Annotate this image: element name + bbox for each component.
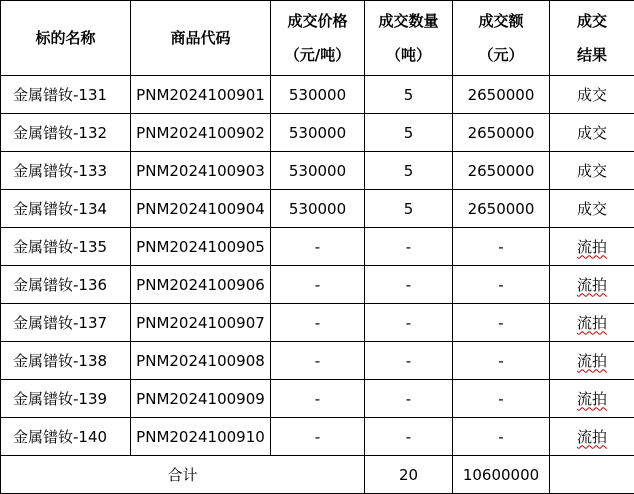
total-qty: 20 <box>365 456 453 494</box>
header-row <box>1 1 634 76</box>
table-row <box>1 76 634 114</box>
total-label: 合计 <box>1 456 365 494</box>
cell-result <box>550 342 634 380</box>
header-qty-line2: （吨） <box>365 38 452 72</box>
header-amount-line1: 成交额 <box>453 4 549 38</box>
result-text: 流拍 <box>577 390 607 408</box>
table-row <box>1 266 634 304</box>
cell-result <box>550 266 634 304</box>
header-price-line2: （元/吨） <box>271 38 364 72</box>
cell-qty: - <box>365 228 453 266</box>
cell-name: 金属镨钕-136 <box>1 266 131 304</box>
cell-amount: 2650000 <box>453 190 550 228</box>
cell-price: 530000 <box>271 76 365 114</box>
cell-price: - <box>271 228 365 266</box>
table-row <box>1 152 634 190</box>
cell-result <box>550 380 634 418</box>
cell-qty: 5 <box>365 114 453 152</box>
cell-price: 530000 <box>271 190 365 228</box>
header-qty <box>365 1 453 76</box>
cell-amount: - <box>453 266 550 304</box>
cell-result <box>550 304 634 342</box>
cell-name: 金属镨钕-140 <box>1 418 131 456</box>
header-name: 标的名称 <box>1 1 131 76</box>
cell-price: - <box>271 418 365 456</box>
total-amount: 10600000 <box>453 456 550 494</box>
result-text: 流拍 <box>577 314 607 332</box>
cell-code: PNM2024100903 <box>131 152 271 190</box>
cell-code: PNM2024100905 <box>131 228 271 266</box>
cell-qty: - <box>365 304 453 342</box>
cell-amount: 2650000 <box>453 76 550 114</box>
cell-result: 成交 <box>550 190 634 228</box>
table-row <box>1 190 634 228</box>
cell-qty: 5 <box>365 190 453 228</box>
cell-price: 530000 <box>271 114 365 152</box>
cell-code: PNM2024100909 <box>131 380 271 418</box>
result-text: 流拍 <box>577 428 607 446</box>
cell-qty: 5 <box>365 76 453 114</box>
header-amount-line2: （元） <box>453 38 549 72</box>
cell-qty: - <box>365 342 453 380</box>
table-row <box>1 380 634 418</box>
result-text: 流拍 <box>577 276 607 294</box>
header-price-line1: 成交价格 <box>271 4 364 38</box>
cell-price: - <box>271 304 365 342</box>
cell-name: 金属镨钕-137 <box>1 304 131 342</box>
table-row <box>1 342 634 380</box>
cell-name: 金属镨钕-132 <box>1 114 131 152</box>
table-row <box>1 228 634 266</box>
table-body <box>1 1 634 494</box>
result-text: 流拍 <box>577 352 607 370</box>
cell-amount: - <box>453 380 550 418</box>
cell-amount: 2650000 <box>453 152 550 190</box>
cell-code: PNM2024100907 <box>131 304 271 342</box>
cell-result: 成交 <box>550 114 634 152</box>
cell-name: 金属镨钕-131 <box>1 76 131 114</box>
cell-amount: 2650000 <box>453 114 550 152</box>
cell-price: - <box>271 266 365 304</box>
cell-qty: - <box>365 266 453 304</box>
cell-code: PNM2024100908 <box>131 342 271 380</box>
cell-code: PNM2024100904 <box>131 190 271 228</box>
cell-code: PNM2024100901 <box>131 76 271 114</box>
cell-result: 成交 <box>550 152 634 190</box>
cell-price: - <box>271 342 365 380</box>
cell-price: 530000 <box>271 152 365 190</box>
cell-name: 金属镨钕-133 <box>1 152 131 190</box>
cell-qty: - <box>365 380 453 418</box>
cell-amount: - <box>453 304 550 342</box>
cell-name: 金属镨钕-135 <box>1 228 131 266</box>
cell-name: 金属镨钕-139 <box>1 380 131 418</box>
table-row <box>1 114 634 152</box>
header-result-line1: 成交 <box>550 4 634 38</box>
header-result <box>550 1 634 76</box>
result-text: 流拍 <box>577 238 607 256</box>
cell-result <box>550 418 634 456</box>
cell-code: PNM2024100902 <box>131 114 271 152</box>
cell-price: - <box>271 380 365 418</box>
cell-name: 金属镨钕-138 <box>1 342 131 380</box>
header-code: 商品代码 <box>131 1 271 76</box>
table-row <box>1 304 634 342</box>
cell-qty: - <box>365 418 453 456</box>
cell-result: 成交 <box>550 76 634 114</box>
header-amount <box>453 1 550 76</box>
cell-amount: - <box>453 418 550 456</box>
cell-result <box>550 228 634 266</box>
cell-amount: - <box>453 228 550 266</box>
cell-code: PNM2024100906 <box>131 266 271 304</box>
header-price <box>271 1 365 76</box>
cell-qty: 5 <box>365 152 453 190</box>
table-row <box>1 418 634 456</box>
header-result-line2: 结果 <box>550 38 634 72</box>
cell-name: 金属镨钕-134 <box>1 190 131 228</box>
header-qty-line1: 成交数量 <box>365 4 452 38</box>
cell-amount: - <box>453 342 550 380</box>
cell-code: PNM2024100910 <box>131 418 271 456</box>
